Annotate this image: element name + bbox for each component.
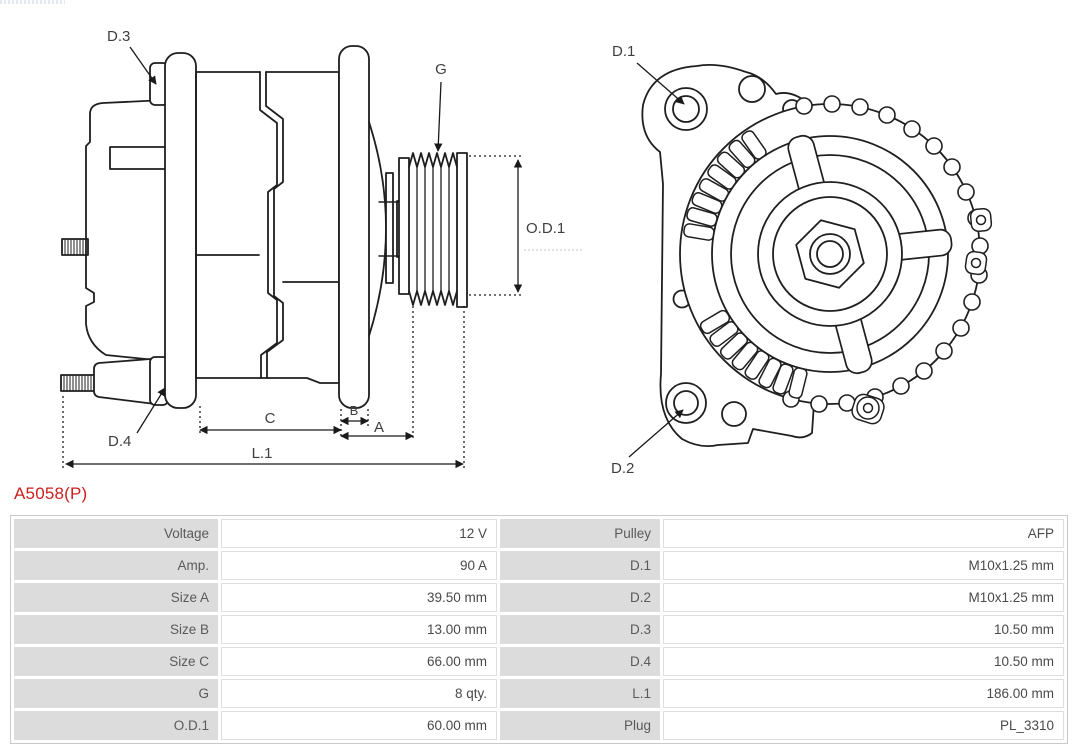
extension-dotted-lines [63,156,523,468]
rear-housing-outline [86,100,165,361]
spec-value: M10x1.25 mm [663,551,1064,580]
leader-arrow-g [438,82,441,151]
table-row [14,519,1064,548]
front-view-drawing [642,65,992,446]
spec-label: Pulley [500,519,660,548]
front-view-labels [611,43,635,477]
spec-table [10,515,1068,744]
spec-label: Amp. [14,551,218,580]
spec-value: 90 A [221,551,497,580]
spec-value: 10.50 mm [663,647,1064,676]
dim-label-d3: D.3 [107,28,131,45]
dim-label-g: G [435,61,447,78]
top-hole [739,76,765,102]
dim-label-a: A [373,419,385,436]
technical-drawings [0,6,1080,480]
spec-label: D.4 [500,647,660,676]
spec-value: 66.00 mm [221,647,497,676]
spec-label: G [14,679,218,708]
table-row [14,647,1064,676]
shaft-end-circle [817,241,843,267]
part-number-title: A5058(P) [14,484,88,503]
spec-label: O.D.1 [14,711,218,740]
spec-label: Voltage [14,519,218,548]
spec-value: 39.50 mm [221,583,497,612]
side-view-drawing [61,46,467,408]
d1-hole-inner [673,96,699,122]
dim-label-d1: D.1 [612,43,636,60]
spec-value: PL_3310 [663,711,1064,740]
spec-value: 10.50 mm [663,615,1064,644]
dim-label-d4: D.4 [108,433,132,450]
spec-value: M10x1.25 mm [663,583,1064,612]
spec-value: 186.00 mm [663,679,1064,708]
spec-label: D.3 [500,615,660,644]
d2-hole-inner [674,391,698,415]
leader-arrow-d2 [629,410,683,457]
spec-label: Size B [14,615,218,644]
table-row [14,615,1064,644]
rear-stud-bottom [61,375,95,391]
spec-value: 12 V [221,519,497,548]
spec-label: Size A [14,583,218,612]
shaft [386,173,393,283]
dim-label-od1: O.D.1 [526,220,566,237]
spec-value: 8 qty. [221,679,497,708]
spec-label: D.1 [500,551,660,580]
table-row [14,679,1064,708]
rear-stud-top [62,239,88,255]
dim-label-l1: L.1 [251,445,273,462]
pulley-grooves [417,165,449,293]
dim-label-b: B [349,403,359,418]
pulley-flange-right [457,153,467,307]
table-row [14,551,1064,580]
spec-label: D.2 [500,583,660,612]
spec-value: AFP [663,519,1064,548]
spec-label: L.1 [500,679,660,708]
spec-label: Plug [500,711,660,740]
spec-value: 60.00 mm [221,711,497,740]
nose-cone [369,122,386,336]
front-bracket [339,46,369,408]
side-view-annotations [63,47,584,468]
mounting-flange [165,53,196,408]
table-row [14,711,1064,740]
page-corner-artifact [0,0,65,4]
dim-label-c: C [264,410,276,427]
spec-label: Size C [14,647,218,676]
dim-label-d2: D.2 [611,460,635,477]
body-bottom-edge [196,378,339,383]
bottom-hole [722,402,746,426]
alternator-drawing-svg [0,6,1080,480]
pulley-flange-left [399,158,409,294]
table-row [14,583,1064,612]
spec-value: 13.00 mm [221,615,497,644]
